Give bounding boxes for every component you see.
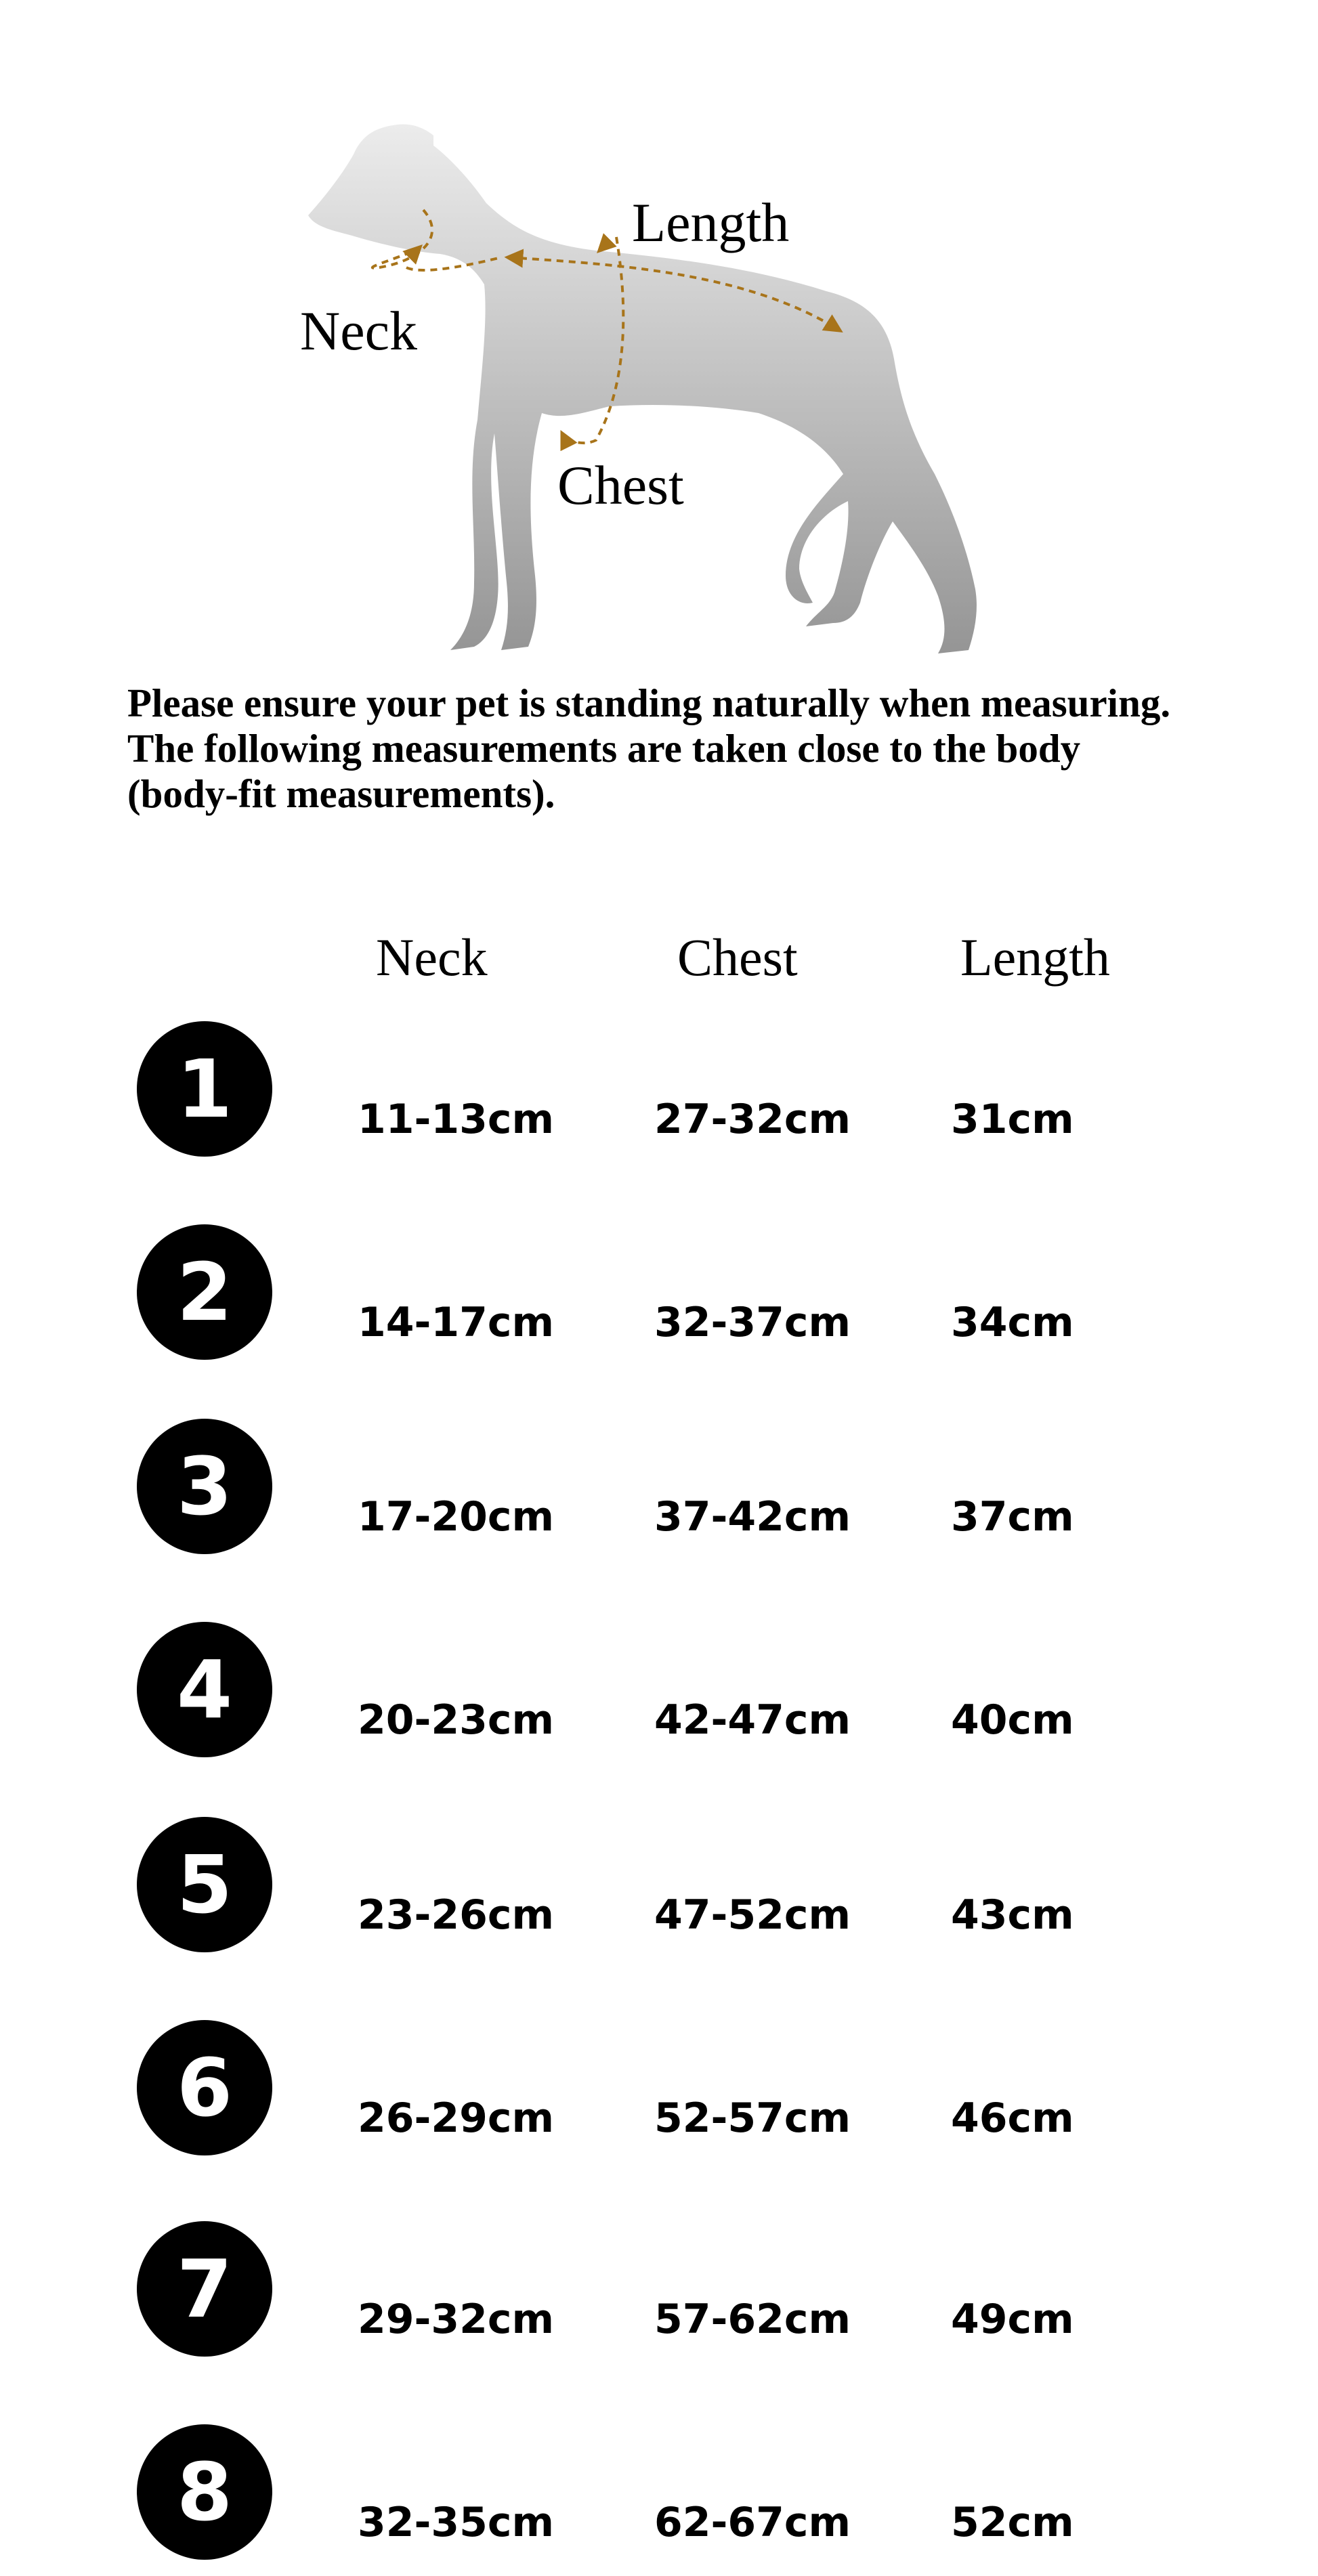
size-row	[0, 1817, 1318, 1952]
chest-value: 27-32cm	[654, 1096, 851, 1143]
length-value: 37cm	[951, 1493, 1074, 1541]
size-badge: 8	[137, 2424, 272, 2560]
chest-value: 62-67cm	[654, 2499, 851, 2546]
neck-value: 29-32cm	[358, 2296, 554, 2343]
size-badge: 4	[137, 1622, 272, 1757]
size-badge: 6	[137, 2020, 272, 2155]
note-line: The following measurements are taken close to the body	[127, 726, 1081, 771]
length-value: 46cm	[951, 2095, 1074, 2142]
chest-value: 57-62cm	[654, 2296, 851, 2343]
neck-value: 11-13cm	[358, 1096, 554, 1143]
size-row	[0, 1021, 1318, 1157]
size-badge: 2	[137, 1224, 272, 1360]
neck-value: 32-35cm	[358, 2499, 554, 2546]
neck-value: 17-20cm	[358, 1493, 554, 1541]
note-line: (body-fit measurements).	[127, 771, 555, 816]
chest-label: Chest	[557, 454, 684, 516]
length-value: 52cm	[951, 2499, 1074, 2546]
neck-value: 20-23cm	[358, 1696, 554, 1744]
chest-column-header: Chest	[677, 928, 798, 987]
neck-value: 23-26cm	[358, 1891, 554, 1939]
neck-value: 26-29cm	[358, 2095, 554, 2142]
size-row	[0, 2020, 1318, 2155]
chest-value: 52-57cm	[654, 2095, 851, 2142]
size-row	[0, 2221, 1318, 2357]
chest-value: 47-52cm	[654, 1891, 851, 1939]
length-column-header: Length	[960, 928, 1110, 987]
chest-value: 32-37cm	[654, 1299, 851, 1346]
neck-label: Neck	[300, 300, 418, 362]
measurement-diagram	[0, 0, 1318, 664]
dog-silhouette-icon	[0, 0, 1318, 664]
length-value: 40cm	[951, 1696, 1074, 1744]
size-row	[0, 2424, 1318, 2560]
length-value: 49cm	[951, 2296, 1074, 2343]
chest-value: 42-47cm	[654, 1696, 851, 1744]
size-badge: 5	[137, 1817, 272, 1952]
chest-value: 37-42cm	[654, 1493, 851, 1541]
size-badge: 3	[137, 1419, 272, 1554]
length-label: Length	[632, 192, 790, 253]
length-value: 34cm	[951, 1299, 1074, 1346]
size-badge: 7	[137, 2221, 272, 2357]
measurement-note	[127, 681, 1279, 817]
size-row	[0, 1224, 1318, 1360]
length-value: 31cm	[951, 1096, 1074, 1143]
neck-column-header: Neck	[376, 928, 488, 987]
note-line: Please ensure your pet is standing naturally when measuring.	[127, 681, 1171, 725]
size-badge: 1	[137, 1021, 272, 1157]
size-row	[0, 1419, 1318, 1554]
length-value: 43cm	[951, 1891, 1074, 1939]
size-row	[0, 1622, 1318, 1757]
neck-value: 14-17cm	[358, 1299, 554, 1346]
